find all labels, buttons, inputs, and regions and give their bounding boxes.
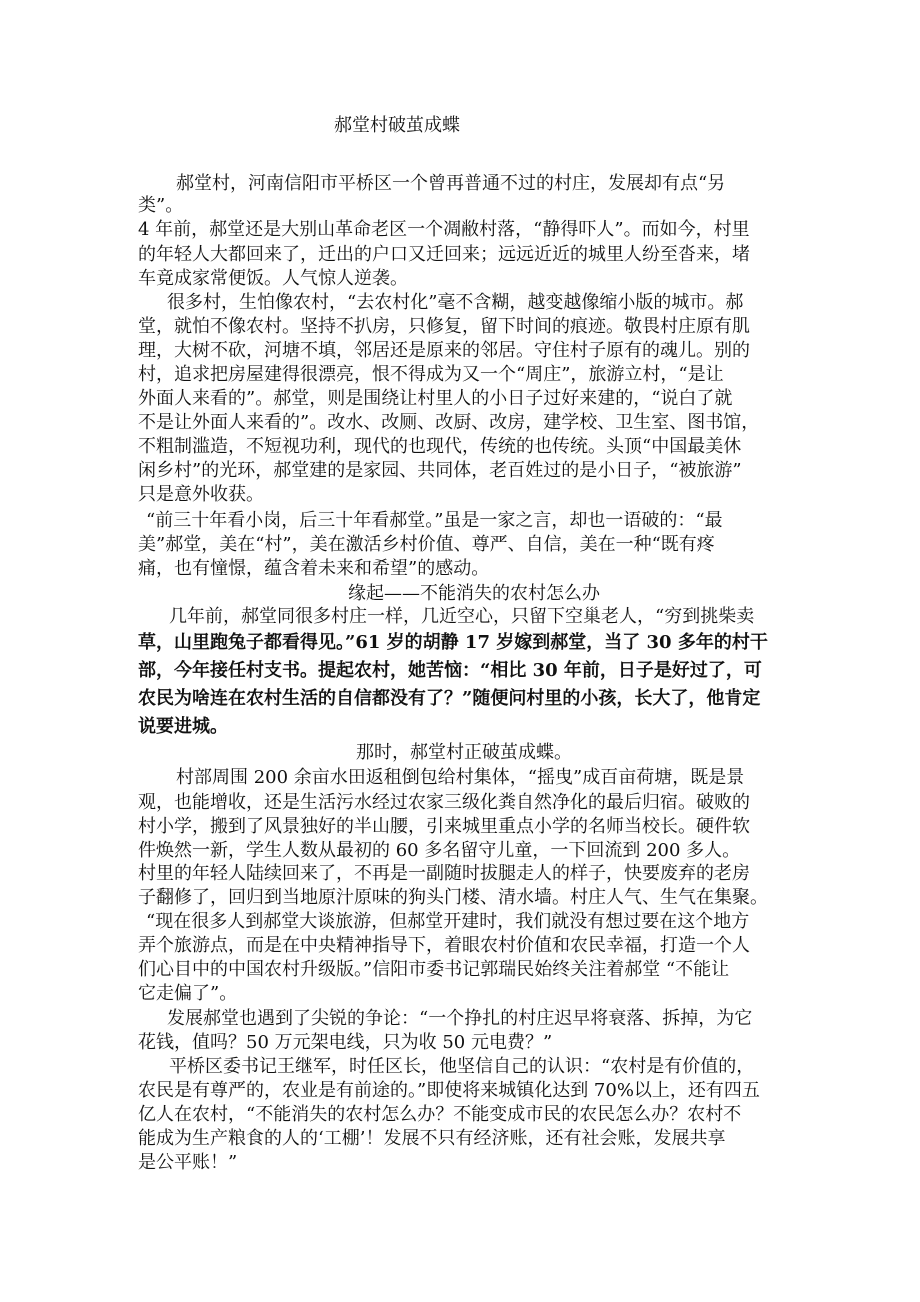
text-line: 件焕然一新，学生人数从最初的 60 多名留守儿童，一下回流到 200 多人。 <box>138 840 741 861</box>
text-line: “前三十年看小岗，后三十年看郝堂。”虽是一家之言，却也一语破的：“最 <box>146 510 723 531</box>
text-line: 外面人来看的”。郝堂，则是围绕让村里人的小日子过好来建的，“说白了就 <box>138 388 733 409</box>
text-line: 村部周围 200 余亩水田返租倒包给村集体，“摇曳”成百亩荷塘，既是景 <box>176 767 745 788</box>
text-line: 的年轻人大都回来了，迁出的户口又迁回来；远远近近的城里人纷至沓来，堵 <box>138 244 750 265</box>
text-line: 农民是有尊严的，农业是有前途的。”即使将来城镇化达到 70%以上，还有四五 <box>138 1080 760 1101</box>
text-line: 车竟成家常便饭。人气惊人逆袭。 <box>138 268 408 289</box>
text-line: 几年前，郝堂同很多村庄一样，几近空心，只留下空巢老人，“穷到挑柴卖 <box>169 606 755 627</box>
text-line: 们心目中的中国农村升级版。”信阳市委书记郭瑞民始终关注着郝堂 “不能让 <box>138 959 730 980</box>
text-line: 子翻修了，回归到当地原汁原味的狗头门楼、清水墙。村庄人气、生气在集聚。 <box>138 887 768 908</box>
text-line: 农民为啥连在农村生活的自信都没有了？”随便问村里的小孩，长大了，他肯定 <box>138 688 761 709</box>
text-line: 类”。 <box>138 195 184 216</box>
text-line: 亿人在农村，“不能消失的农村怎么办？不能变成市民的农民怎么办？农村不 <box>138 1104 742 1125</box>
text-line: “现在很多人到郝堂大谈旅游，但郝堂开建时，我们就没有想过要在这个地方 <box>146 911 750 932</box>
article-title: 郝堂村破茧成蝶 <box>334 115 460 136</box>
text-line: 不是让外面人来看的”。改水、改厕、改厨、改房，建学校、卫生室、图书馆， <box>138 412 760 433</box>
text-line: 理，大树不砍，河塘不填，邻居还是原来的邻居。守住村子原有的魂儿。别的 <box>138 340 750 361</box>
text-line: 痛，也有憧憬，蕴含着未来和希望”的感动。 <box>138 558 490 579</box>
text-line: 是公平账！” <box>138 1152 238 1173</box>
text-line: 村里的年轻人陆续回来了，不再是一副随时拔腿走人的样子，快要废弃的老房 <box>138 863 750 884</box>
text-line: 草，山里跑兔子都看得见。”61 岁的胡静 17 岁嫁到郝堂，当了 30 多年的村干 <box>138 632 768 653</box>
text-line: 闲乡村”的光环，郝堂建的是家园、共同体，老百姓过的是小日子，“被旅游” <box>138 460 742 481</box>
text-line: 部，今年接任村支书。提起农村，她苦恼：“相比 30 年前，日子是好过了，可 <box>138 660 762 681</box>
text-line: 美”郝堂，美在“村”，美在激活乡村价值、尊严、自信，美在一种“既有疼 <box>138 534 715 555</box>
text-line: 它走偏了”。 <box>138 983 238 1004</box>
text-line: 村，追求把房屋建得很漂亮，恨不得成为又一个“周庄”，旅游立村，“是让 <box>138 364 724 385</box>
text-line: 郝堂村，河南信阳市平桥区一个曾再普通不过的村庄，发展却有点“另 <box>176 173 726 194</box>
text-line: 村小学，搬到了风景独好的半山腰，引来城里重点小学的名师当校长。硬件软 <box>138 816 750 837</box>
text-line: 4 年前，郝堂还是大别山革命老区一个凋敝村落，“静得吓人”。而如今，村里 <box>138 219 750 240</box>
text-line: 弄个旅游点，而是在中央精神指导下，着眼农村价值和农民幸福，打造一个人 <box>138 935 750 956</box>
text-line: 能成为生产粮食的人的‘工棚’！发展不只有经济账，还有社会账，发展共享 <box>138 1128 726 1149</box>
text-line: 只是意外收获。 <box>138 484 264 505</box>
text-line: 不粗制滥造，不短视功利，现代的也现代，传统的也传统。头顶“中国最美休 <box>138 436 742 457</box>
text-line: 观，也能增收，还是生活污水经过农家三级化粪自然净化的最后归宿。破败的 <box>138 792 750 813</box>
text-line: 堂，就怕不像农村。坚持不扒房，只修复，留下时间的痕迹。敬畏村庄原有肌 <box>138 316 750 337</box>
text-line: 很多村，生怕像农村，“去农村化”毫不含糊，越变越像缩小版的城市。郝 <box>167 292 744 313</box>
text-line: 花钱，值吗？50 万元架电线，只为收 50 元电费？” <box>138 1032 553 1053</box>
text-line: 平桥区委书记王继军，时任区长，他坚信自己的认识：“农村是有价值的， <box>169 1056 755 1077</box>
text-line: 说要进城。 <box>138 716 228 737</box>
section-heading: 那时，郝堂村正破茧成蝶。 <box>356 742 572 763</box>
text-line: 发展郝堂也遇到了尖锐的争论：“一个挣扎的村庄迟早将衰落、拆掉，为它 <box>167 1008 753 1029</box>
section-heading: 缘起——不能消失的农村怎么办 <box>348 583 600 604</box>
